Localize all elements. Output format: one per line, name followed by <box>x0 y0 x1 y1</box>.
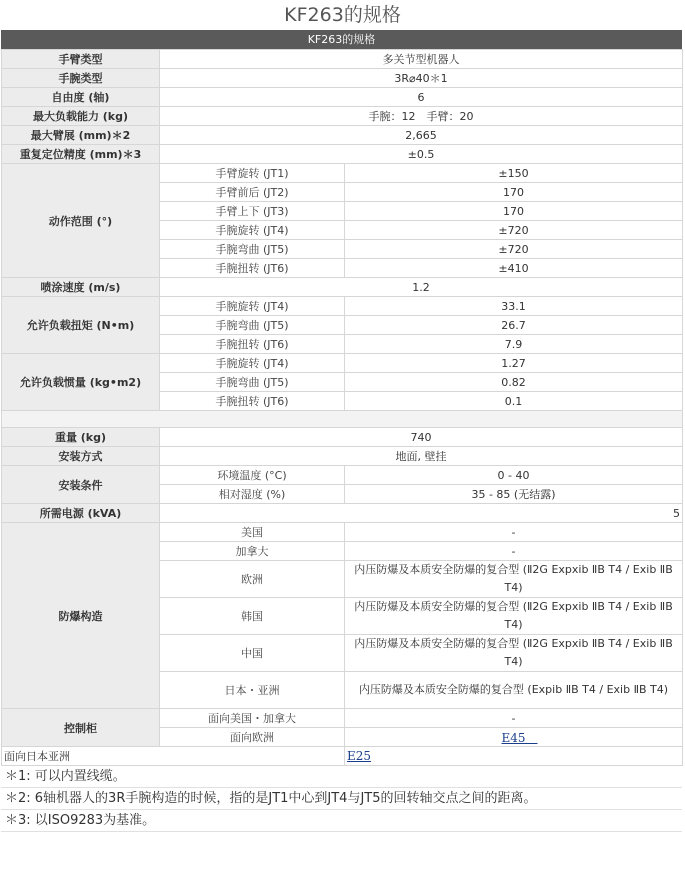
row-label: 允许负载惯量 (kg•m2) <box>2 354 160 411</box>
table-row <box>2 709 683 728</box>
row-value: 5 <box>160 504 683 523</box>
row-value: 170 <box>345 202 683 221</box>
sub-label: 美国 <box>160 523 345 542</box>
controller-e45-link[interactable]: E45 <box>501 730 538 745</box>
row-value: 740 <box>160 428 683 447</box>
footnote: ＊1: 可以内置线缆。 <box>1 766 682 788</box>
table-row <box>2 466 683 485</box>
sub-label: 面向欧洲 <box>160 728 345 747</box>
table-row <box>2 145 683 164</box>
table-row <box>2 164 683 183</box>
row-label: 最大臂展 (mm)＊2 <box>2 126 160 145</box>
row-value: 手腕：12 手臂：20 <box>160 107 683 126</box>
row-value: 多关节型机器人 <box>160 50 683 69</box>
sub-label: 手腕旋转 (JT4) <box>160 354 345 373</box>
row-value: ±150 <box>345 164 683 183</box>
row-value: - <box>345 523 683 542</box>
table-row <box>2 523 683 542</box>
row-value: 35 - 85 (无结露) <box>345 485 683 504</box>
row-label: 最大负载能力 (kg) <box>2 107 160 126</box>
row-label: 喷涂速度 (m/s) <box>2 278 160 297</box>
row-label: 动作范围 (°) <box>2 164 160 278</box>
spec-table <box>1 49 683 766</box>
sub-label: 手腕扭转 (JT6) <box>160 259 345 278</box>
table-row <box>2 297 683 316</box>
row-value: 内压防爆及本质安全防爆的复合型 (Ⅱ2G Expxib ⅡB T4 / Exib ⅡB T4) <box>345 635 683 672</box>
sub-label: 相对湿度 (%) <box>160 485 345 504</box>
page-title: KF263的规格 <box>284 4 401 26</box>
row-value <box>345 747 683 766</box>
row-value: 0.82 <box>345 373 683 392</box>
row-value: ±0.5 <box>160 145 683 164</box>
sub-label: 手腕扭转 (JT6) <box>160 335 345 354</box>
row-label: 自由度 (轴) <box>2 88 160 107</box>
row-value: 1.27 <box>345 354 683 373</box>
table-row <box>2 69 683 88</box>
table-row <box>2 50 683 69</box>
controller-e25-link[interactable]: E25 <box>347 749 372 763</box>
table-row <box>2 107 683 126</box>
footnote: ＊3: 以ISO9283为基准。 <box>1 810 682 832</box>
table-row <box>2 88 683 107</box>
sub-label: 手臂前后 (JT2) <box>160 183 345 202</box>
row-value: - <box>345 542 683 561</box>
row-value <box>345 728 683 747</box>
table-row <box>2 428 683 447</box>
sub-label: 面向美国・加拿大 <box>160 709 345 728</box>
row-value: 内压防爆及本质安全防爆的复合型 (Ⅱ2G Expxib ⅡB T4 / Exib ⅡB T4) <box>345 598 683 635</box>
sub-label: 手腕弯曲 (JT5) <box>160 316 345 335</box>
sub-label: 欧洲 <box>160 561 345 598</box>
sub-label: 环境温度 (°C) <box>160 466 345 485</box>
table-spacer <box>2 411 683 428</box>
sub-label: 手腕弯曲 (JT5) <box>160 373 345 392</box>
row-value: 1.2 <box>160 278 683 297</box>
row-label: 防爆构造 <box>2 523 160 709</box>
table-row <box>2 747 683 766</box>
row-value: 33.1 <box>345 297 683 316</box>
row-label: 安装方式 <box>2 447 160 466</box>
sub-label: 加拿大 <box>160 542 345 561</box>
row-value: 3R⌀40＊1 <box>160 69 683 88</box>
sub-label: 手腕扭转 (JT6) <box>160 392 345 411</box>
row-value: ±720 <box>345 240 683 259</box>
sub-label: 手腕旋转 (JT4) <box>160 297 345 316</box>
spacer-cell <box>2 411 683 428</box>
row-value: - <box>345 709 683 728</box>
row-label: 重复定位精度 (mm)＊3 <box>2 145 160 164</box>
table-row <box>2 447 683 466</box>
table-row <box>2 354 683 373</box>
row-value: 内压防爆及本质安全防爆的复合型 (Expib ⅡB T4 / Exib ⅡB T4) <box>345 672 683 709</box>
sub-label: 手腕弯曲 (JT5) <box>160 240 345 259</box>
row-label: 重量 (kg) <box>2 428 160 447</box>
row-value: 内压防爆及本质安全防爆的复合型 (Ⅱ2G Expxib ⅡB T4 / Exib ⅡB T4) <box>345 561 683 598</box>
sub-label: 中国 <box>160 635 345 672</box>
sub-label: 日本・亚洲 <box>160 672 345 709</box>
sub-label: 面向日本亚洲 <box>2 747 345 766</box>
spec-header-bar: KF263的规格 <box>1 30 682 49</box>
table-row <box>2 126 683 145</box>
sub-label: 手腕旋转 (JT4) <box>160 221 345 240</box>
row-value: 0.1 <box>345 392 683 411</box>
row-label: 手臂类型 <box>2 50 160 69</box>
row-label: 控制柜 <box>2 709 160 747</box>
sub-label: 韩国 <box>160 598 345 635</box>
row-value: 2,665 <box>160 126 683 145</box>
row-label: 允许负载扭矩 (N•m) <box>2 297 160 354</box>
table-row <box>2 278 683 297</box>
row-value: 6 <box>160 88 683 107</box>
row-label: 所需电源 (kVA) <box>2 504 160 523</box>
row-value: 170 <box>345 183 683 202</box>
sub-label: 手臂上下 (JT3) <box>160 202 345 221</box>
row-value: 7.9 <box>345 335 683 354</box>
row-label: 安装条件 <box>2 466 160 504</box>
table-row <box>2 504 683 523</box>
row-value: ±720 <box>345 221 683 240</box>
row-value: 地面, 壁挂 <box>160 447 683 466</box>
row-label: 手腕类型 <box>2 69 160 88</box>
row-value: 0 - 40 <box>345 466 683 485</box>
footnote: ＊2: 6轴机器人的3R手腕构造的时候，指的是JT1中心到JT4与JT5的回转轴交点之间的距离。 <box>1 788 682 810</box>
footnotes <box>1 766 682 832</box>
row-value: ±410 <box>345 259 683 278</box>
row-value: 26.7 <box>345 316 683 335</box>
sub-label: 手臂旋转 (JT1) <box>160 164 345 183</box>
